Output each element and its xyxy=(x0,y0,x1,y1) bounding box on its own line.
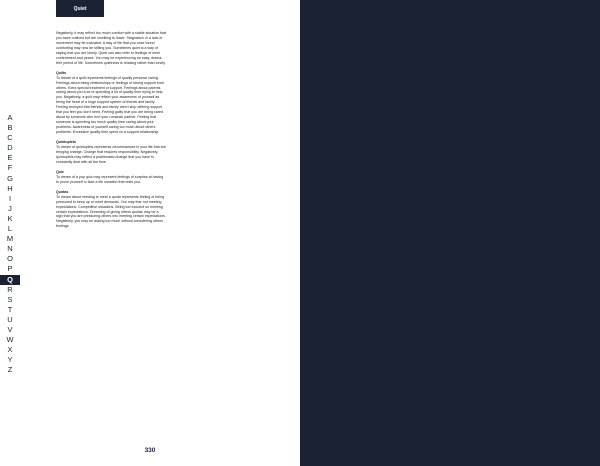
entry-title: Quintuplets xyxy=(56,140,76,145)
alphabet-letter-y[interactable]: Y xyxy=(7,355,13,365)
alphabet-letter-a[interactable]: A xyxy=(7,113,13,122)
alphabet-letter-l[interactable]: L xyxy=(7,224,13,234)
alphabet-letter-k[interactable]: K xyxy=(7,213,13,223)
entry-text: To dream of a pop quiz may represent feelings of surprise at having to prove yourself or face a life situation that tests you. xyxy=(56,174,164,184)
alphabet-letter-j[interactable]: J xyxy=(8,203,12,213)
alphabet-letter-u[interactable]: U xyxy=(7,314,13,324)
dictionary-entry xyxy=(56,140,166,165)
alphabet-letter-g[interactable]: G xyxy=(7,173,13,183)
section-tab: Quiet xyxy=(56,0,104,17)
dictionary-entry xyxy=(56,71,166,135)
alphabet-letter-b[interactable]: B xyxy=(7,123,13,133)
alphabet-index xyxy=(0,113,20,375)
alphabet-letter-n[interactable]: N xyxy=(7,244,13,254)
alphabet-letter-x[interactable]: X xyxy=(7,345,13,355)
page-number: 330 xyxy=(144,447,156,454)
page-content xyxy=(56,31,166,229)
entry-text: To dream about needing to meet a quota represents feeling of being pressured to keep up or meet demands. You may fear not meeting expectations. Competitive situations. Being too focused on meeting certain expectations. Dreaming of giving others quotas may be a sign that you are pressuring others into meeting certain expectations. Negatively, you may be asking too much without considering others feelings. xyxy=(56,194,166,229)
alphabet-letter-m[interactable]: M xyxy=(6,234,14,244)
facing-page-background xyxy=(300,0,600,466)
alphabet-letter-c[interactable]: C xyxy=(7,133,13,143)
entry-text: To dream of a quilt represents feelings of quality personal caring. Feelings about being relationships or feelings of strong support from others. Extra special treatment or support. Feelings about parents caring about you a lot or spending a lot of quality time trying to help you. Negatively, a quilt may reflect your awareness of yourself as being the heart of a huge support system of friends and family. Feeling annoyed that friends and family aren't stop offering support that you feel you don't need. Feeling guilty that you are being cared about by someone who isn't your romantic partner. Feeling that someone is spending too much quality time caring about your problems. Awareness of yourself caring too much about others problems. Excessive quality time spent on a support relationship. xyxy=(56,75,165,135)
alphabet-letter-q[interactable]: Q xyxy=(0,275,20,285)
alphabet-letter-s[interactable]: S xyxy=(7,294,13,304)
alphabet-letter-t[interactable]: T xyxy=(7,304,13,314)
alphabet-letter-e[interactable]: E xyxy=(7,153,13,163)
entry-title: Quiz xyxy=(56,169,64,174)
entry-title: Quilts xyxy=(56,70,67,75)
dictionary-entry xyxy=(56,190,166,230)
alphabet-letter-z[interactable]: Z xyxy=(7,365,13,375)
intro-paragraph: Negatively, it may reflect too much comfort with a stable situation that you have outlived but are unwilling to leave. Stagnation or a lack of movement may be indicated. A way of life that you once found comforting may now be stifling you. Sometimes quiet is a way of saying that you are lonely. Quiet can also refer to feelings of inner contentment and peace. You may be experiencing an easy, drama-free period of life. Sometimes quietness is relaxing rather than lonely. xyxy=(56,31,166,65)
alphabet-letter-h[interactable]: H xyxy=(7,183,13,193)
alphabet-letter-p[interactable]: P xyxy=(7,264,13,274)
entry-title: Quotas xyxy=(56,189,69,194)
dictionary-entry xyxy=(56,170,166,185)
alphabet-letter-v[interactable]: V xyxy=(7,324,13,334)
alphabet-letter-d[interactable]: D xyxy=(7,143,13,153)
alphabet-letter-i[interactable]: I xyxy=(8,193,12,203)
alphabet-letter-r[interactable]: R xyxy=(7,284,13,294)
entry-text: To dream of quintuplets represents circumstances in your life that are bringing change. Change that requires responsibility. Negatively, quintuplets may reflect a problematic change that you have to constantly deal with all the time. xyxy=(56,145,166,164)
alphabet-letter-f[interactable]: F xyxy=(7,163,13,173)
alphabet-letter-o[interactable]: O xyxy=(7,254,13,264)
alphabet-letter-w[interactable]: W xyxy=(6,335,14,345)
